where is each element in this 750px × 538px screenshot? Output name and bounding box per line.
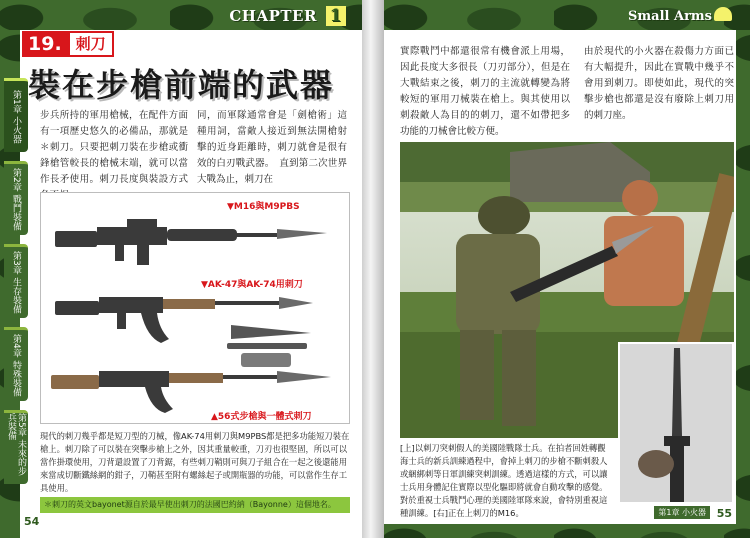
right-camo-edge: [736, 30, 750, 538]
ak47-rifle-drawing: [55, 297, 313, 343]
page-number-left: 54: [24, 515, 40, 528]
chapter-header: [229, 6, 346, 26]
tab-chapter-1[interactable]: 第1章 小火器: [4, 78, 28, 152]
chapter-number: 1: [326, 6, 346, 26]
tab-chapter-4[interactable]: 第4章 特殊裝備: [4, 327, 28, 401]
tab-chapter-3[interactable]: 第3章 生存裝備: [4, 244, 28, 318]
tab-chapter-2[interactable]: 第2章 戰鬥裝備: [4, 161, 28, 235]
ak-label: ▼AK-47與AK-74用刺刀: [201, 280, 303, 290]
chapter-badge: 第1章 小火器: [654, 506, 710, 519]
body-column-4: 由於現代的小火器在殺傷力方面已有大幅提升，因此在實戰中幾乎不會用到刺刀。即使如此，現代的突擊步槍也都還是沒有廢除上刺刀用的刺刀座。: [584, 46, 734, 121]
soldier-body: [456, 234, 540, 334]
chapter-label: CHAPTER: [229, 7, 317, 25]
rifle-illustration-panel: [40, 192, 350, 424]
type56-rifle-drawing: [51, 371, 331, 413]
m16-rifle-drawing: [55, 219, 327, 265]
body-column-1: 步兵所持的軍用槍械，在配件方面有一項歷史悠久的必備品，那就是＊刺刀。只要把刺刀裝在步槍或衝鋒槍管較長的槍械末端，就可以當作長矛使用。刺刀長度與裝設方式: [40, 110, 188, 185]
page-title: 裝在步槍前端的武器: [28, 66, 335, 104]
tab-chapter-5[interactable]: 第5章 未來的步兵裝備: [4, 410, 28, 484]
ak-bayonet-drawing: [227, 325, 311, 367]
helmet-icon: [714, 7, 732, 21]
dummy-torso: [604, 216, 684, 306]
section-title-row: [22, 31, 114, 57]
right-page: [384, 0, 750, 538]
body-column-3: 實際戰鬥中都還很常有機會派上用場，因此長度大多很長（刀刃部分），但是在大戰結束之後，刺刀的主流就轉變為將較短的軍用刀械裝在槍上。與其使用以刺殺敵人為目的的刺刀，還不如帶把多功能的刀械會比較方便。: [400, 46, 570, 137]
body-column-2: 同，而軍隊通常會是「劍槍術」這種用詞，當敵人接近到無法開槍射擊的近身距離時，刺刀就會是很有效的白刃戰武器。 直到第二次世界大戰為止，刺刀在: [197, 110, 347, 185]
footnote: ＊刺刀的英文bayonet源自於最早使出刺刀的法國巴約納（Bayonne）這個地名。: [40, 497, 350, 513]
chapter-tabs: [4, 78, 28, 493]
section-title: 刺刀: [68, 31, 114, 57]
bayonet-closeup: [620, 344, 732, 502]
rifle-illustrations: [41, 193, 349, 423]
left-page: [0, 0, 362, 538]
photo-caption: [上]以刺刀突刺假人的美國陸戰隊士兵。在拍者回姓轉觀海士兵的新兵訓練過程中，會掉上刺刀的步槍不斷刺殺人或綑綁刺等日軍訓練突刺訓練。透過這樣的方式，可以讓士兵用身體記住實際以型化驅即將就會自動攻擊的感覺。對於重視士兵戰鬥心理的美國陸軍隊來說，會特別重視這種訓練。[右]正在上刺刀的M16。: [400, 443, 608, 518]
m16-label: ▼M16與M9PBS: [227, 202, 300, 212]
section-number: 19.: [22, 31, 68, 57]
dummy-head: [622, 180, 658, 216]
soldier-helmet: [478, 196, 530, 236]
section-header: Small Arms: [628, 9, 712, 24]
illustration-caption: 現代的刺刀幾乎都是短刀型的刀械，像AK-74用刺刀與M9PBS都是把多功能短刀裝在槍上。刺刀除了可以裝在突擊步槍上之外，因其重量較重，刀刃也很堅固，所以可以當作掛環使用，刀背還設置了刀背鋸，有些刺刀鞘則可與刀子組合在一起之後還能用來當成切斷鐵絲網的鉗子，刀鞘甚至附有螺絲起子或開瓶器的功能，可以當作生存工具使用。: [40, 431, 350, 493]
type56-label: ▲56式步槍與一體式刺刀: [211, 412, 312, 422]
bayonet-closeup-photo: [618, 342, 734, 504]
page-number-right: 55: [716, 507, 732, 520]
book-spine: [362, 0, 384, 538]
right-camo-bottom: [384, 524, 750, 538]
